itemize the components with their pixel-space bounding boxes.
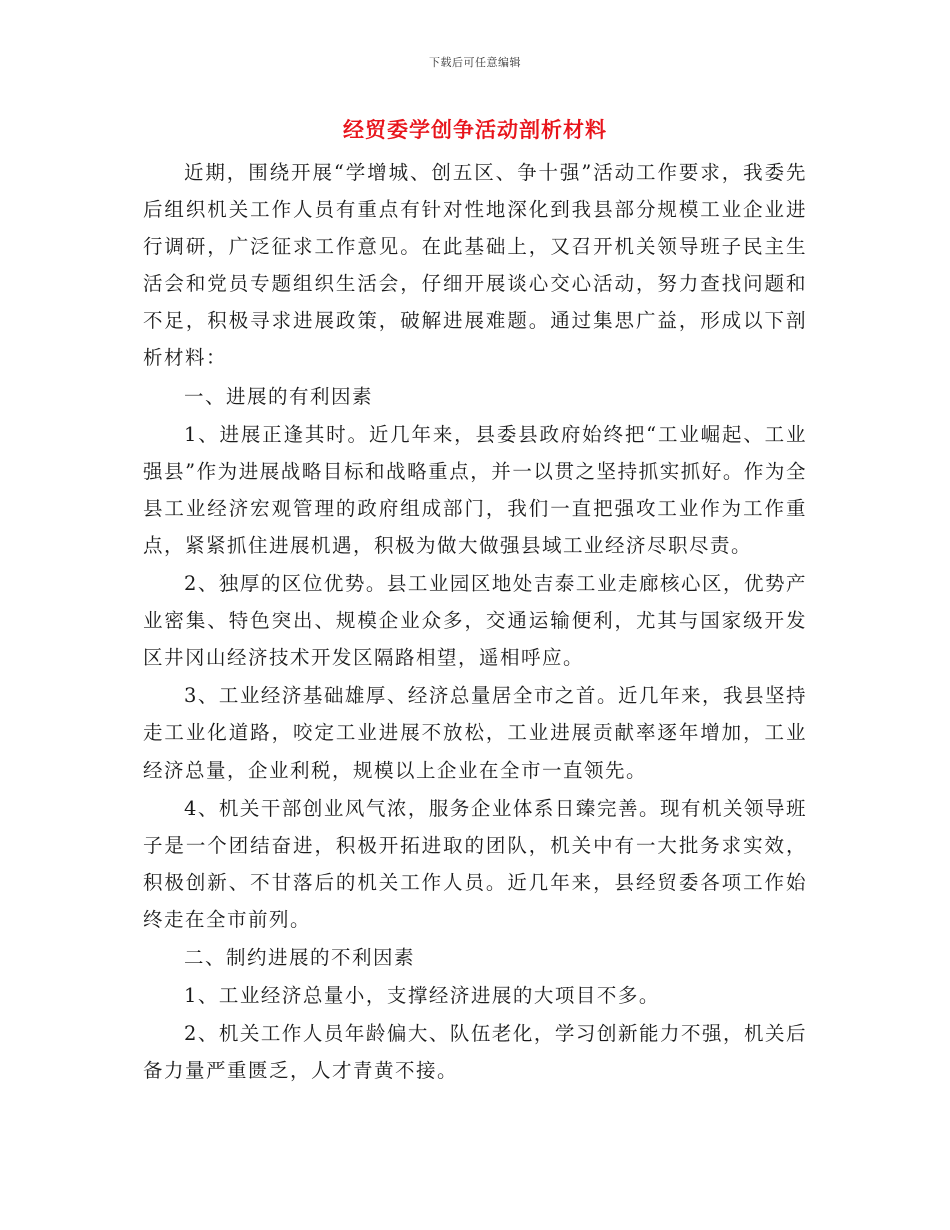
section-heading-favorable: 一、进展的有利因素 xyxy=(183,384,373,408)
document-title: 经贸委学创争活动剖析材料 xyxy=(343,118,607,142)
paragraph-favorable-2: 2、独厚的区位优势。县工业园区地处吉泰工业走廊核心区，优势产业密集、特色突出、规模企业众多，交通运输便利，尤其与国家级开发区井冈山经济技术开发区隔路相望，遥相呼应。 xyxy=(143,572,807,670)
paragraph-unfavorable-1: 1、工业经济总量小，支撑经济进展的大项目不多。 xyxy=(183,984,660,1008)
section-heading-unfavorable: 二、制约进展的不利因素 xyxy=(183,945,415,969)
paragraph-favorable-3: 3、工业经济基础雄厚、经济总量居全市之首。近几年来，我县坚持走工业化道路，咬定工业进展不放松，工业进展贡献率逐年增加，工业经济总量，企业利税，规模以上企业在全市一直领先。 xyxy=(143,684,807,782)
paragraph-intro: 近期，围绕开展“学增城、创五区、争十强”活动工作要求，我委先后组织机关工作人员有重点有针对性地深化到我县部分规模工业企业进行调研，广泛征求工作意见。在此基础上，又召开机关领导班子民主生活会和党员专题组织生活会，仔细开展谈心交心活动，努力查找问题和不足，积极寻求进展政策，破解进展难题。通过集思广益，形成以下剖析材料： xyxy=(143,161,807,370)
paragraph-favorable-1: 1、进展正逢其时。近几年来，县委县政府始终把“工业崛起、工业强县”作为进展战略目标和战略重点，并一以贯之坚持抓实抓好。作为全县工业经济宏观管理的政府组成部门，我们一直把强攻工业作为工作重点，紧紧抓住进展机遇，积极为做大做强县域工业经济尽职尽责。 xyxy=(143,422,807,557)
download-note: 下载后可任意编辑 xyxy=(429,56,521,69)
paragraph-unfavorable-2: 2、机关工作人员年龄偏大、队伍老化，学习创新能力不强，机关后备力量严重匮乏，人才青黄不接。 xyxy=(143,1022,807,1083)
paragraph-favorable-4: 4、机关干部创业风气浓，服务企业体系日臻完善。现有机关领导班子是一个团结奋进，积极开拓进取的团队，机关中有一大批务求实效，积极创新、不甘落后的机关工作人员。近几年来，县经贸委各项工作始终走在全市前列。 xyxy=(143,796,807,931)
document-body xyxy=(143,154,807,1089)
